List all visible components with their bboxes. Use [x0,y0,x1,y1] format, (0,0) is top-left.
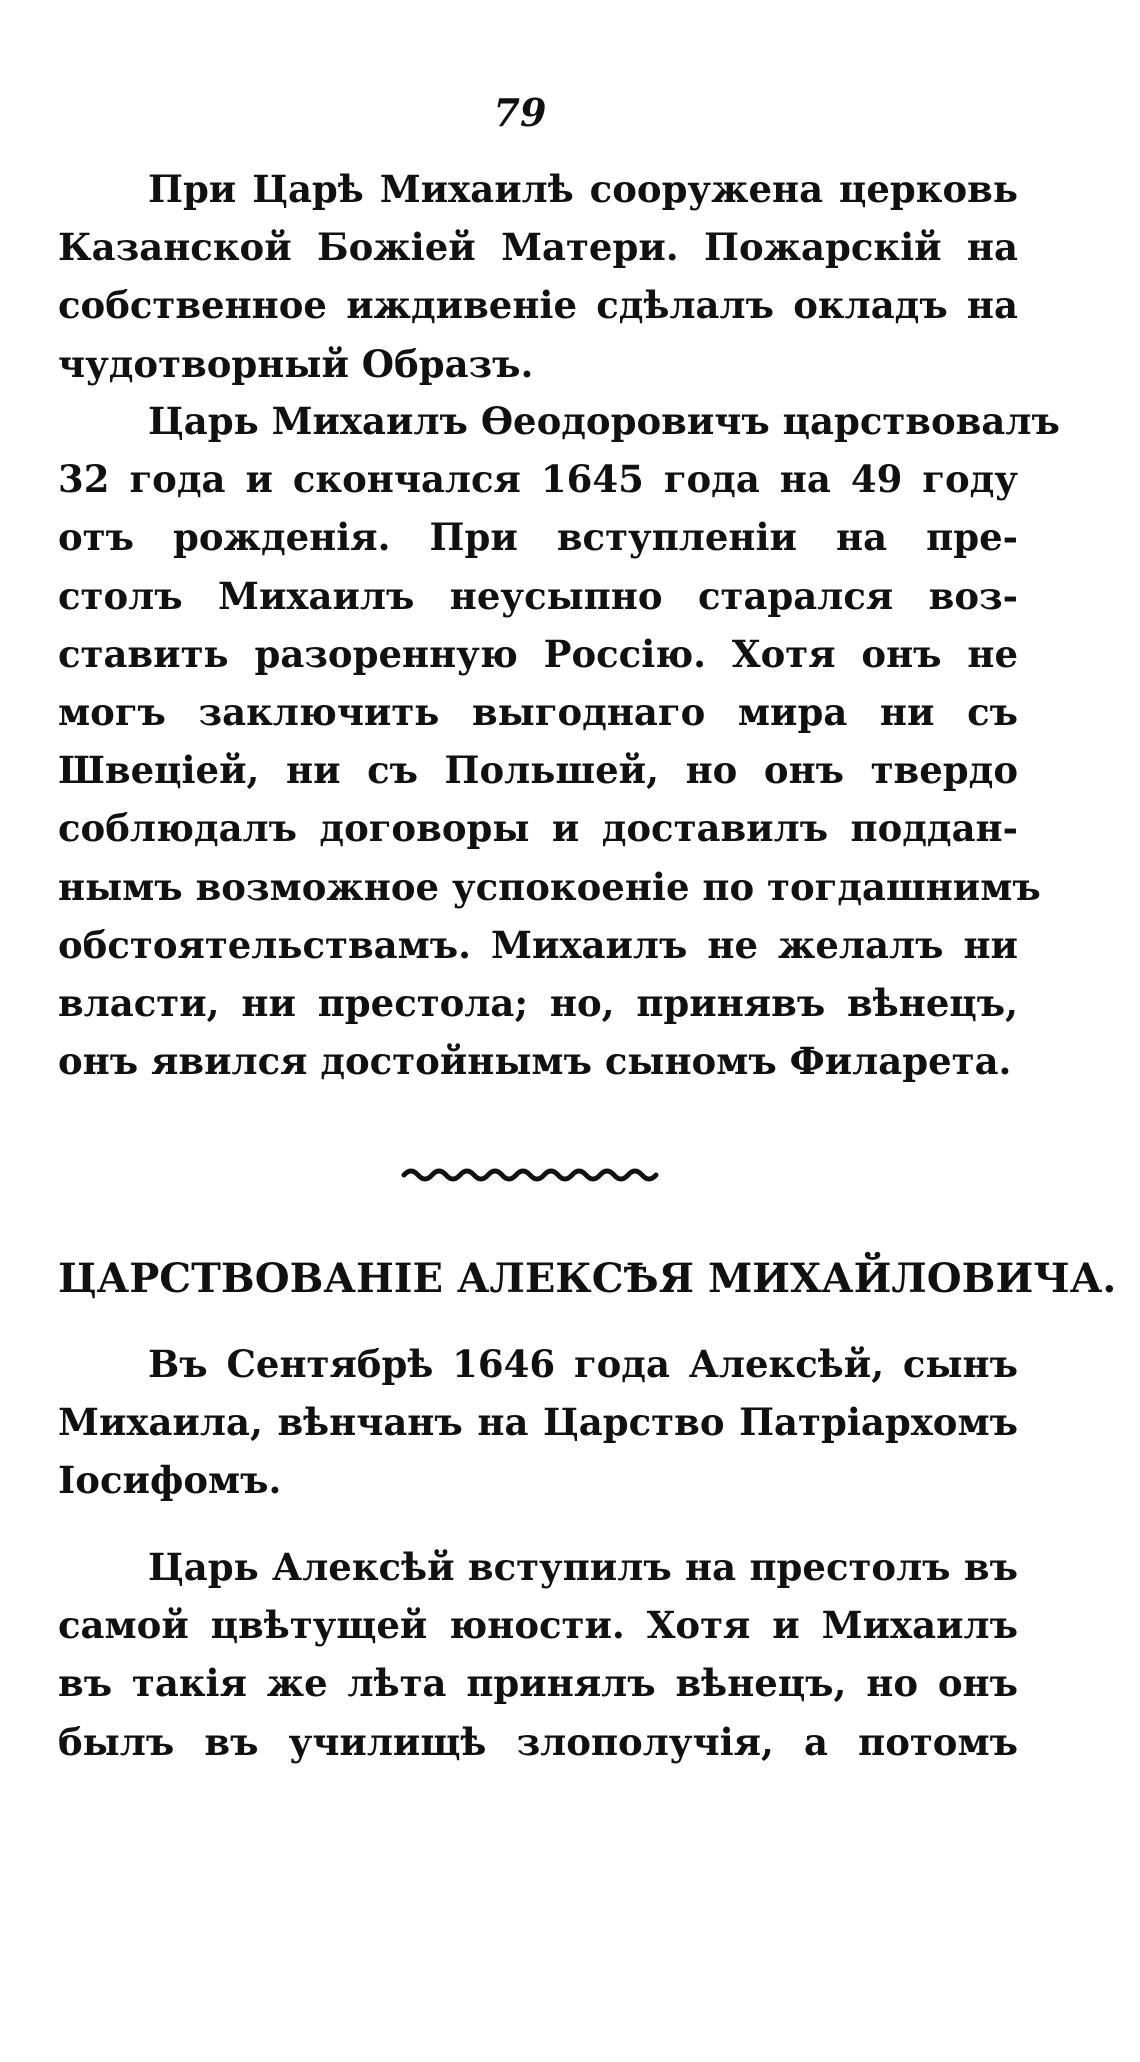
text-line: онъ явился достойнымъ сыномъ Филарета. [58,1039,1012,1084]
text-line: столъ Михаилъ неусыпно старался воз- [58,573,1018,618]
ornamental-divider [400,1165,660,1185]
text-line: Казанской Божіей Матери. Пожарскій на [58,225,1018,270]
text-line: При Царѣ Михаилѣ сооружена церковь [148,167,1018,211]
text-line: самой цвѣтущей юности. Хотя и Михаилъ [58,1603,1018,1648]
paragraph-3 [58,1335,1018,1510]
paragraph-4 [58,1538,1018,1771]
text-line: власти, ни престола; но, принявъ вѣнецъ, [58,981,1018,1026]
text-line: обстоятельствамъ. Михаилъ не желалъ ни [58,922,1018,967]
text-line: Царь Алексѣй вступилъ на престолъ въ [148,1545,1018,1589]
text-line: ставить разоренную Россію. Хотя онъ не [58,631,1018,676]
text-line: Царь Михаилъ Ѳеодоровичъ царствовалъ [148,399,1060,443]
text-line: собственное иждивеніе сдѣлалъ окладъ на [58,283,1018,328]
page-number: 79 [493,90,547,135]
text-line: Михаила, вѣнчанъ на Царство Патріархомъ [58,1400,1018,1445]
text-line: соблюдалъ договоры и доставилъ поддан- [58,806,1018,851]
paragraph-2 [58,392,1060,1090]
text-line: отъ рожденія. При вступленіи на пре- [58,515,1018,560]
text-line: Швеціей, ни съ Польшей, но онъ твердо [58,748,1018,793]
paragraph-1 [58,160,1018,393]
text-line: былъ въ училищѣ злополучія, а потомъ [58,1719,1018,1764]
chapter-title: ЦАРСТВОВАНІЕ АЛЕКСѢЯ МИХАЙЛОВИЧА. [58,1255,1117,1302]
text-line: въ такія же лѣта принялъ вѣнецъ, но онъ [58,1661,1018,1706]
text-line: могъ заключить выгоднаго мира ни съ [58,690,1018,735]
text-line: Іосифомъ. [58,1458,282,1503]
text-line: Въ Сентябрѣ 1646 года Алексѣй, сынъ [148,1342,1018,1386]
text-line: нымъ возможное успокоеніе по тогдашнимъ [58,864,1041,909]
text-line: чудотворный Образъ. [58,341,534,386]
text-line: 32 года и скончался 1645 года на 49 году [58,457,1018,502]
